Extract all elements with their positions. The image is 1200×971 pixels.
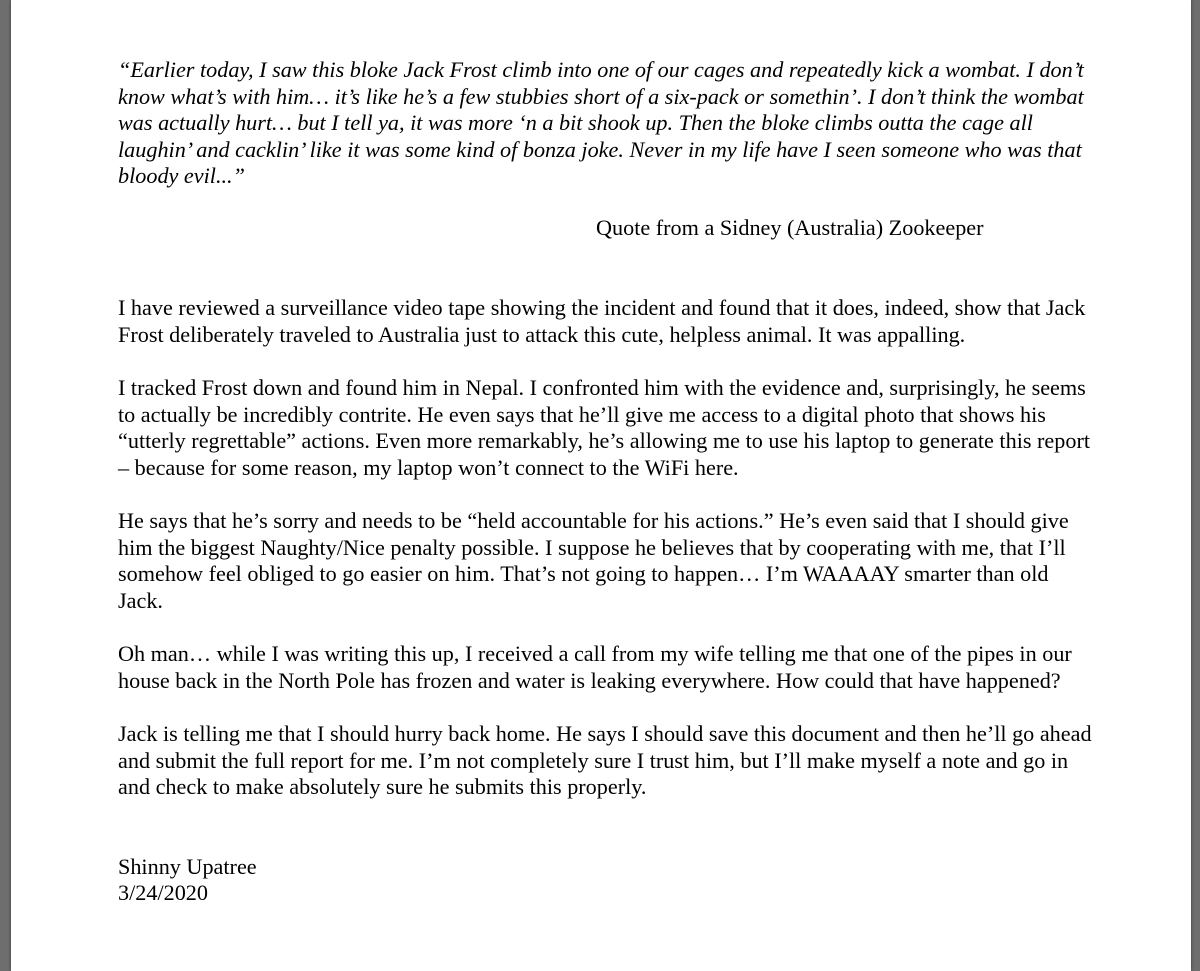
signature-name: Shinny Upatree — [118, 853, 257, 879]
signature-block — [118, 854, 1093, 907]
paragraph-apology: He says that he’s sorry and needs to be “held accountable for his actions.” He’s even said that I should give him the biggest Naughty/Nice penalty possible. I suppose he believes that by cooperating with me, that I’ll somehow feel obliged to go easier on him. That’s not going to happen… I’m WAAAAY smarter than old Jack. — [118, 508, 1069, 613]
document-page — [11, 0, 1191, 971]
paragraph-submit-report: Jack is telling me that I should hurry back home. He says I should save this document and then he’ll go ahead and submit the full report for me. I’m not completely sure I trust him, but I’ll make myself a note and go in and check to make absolutely sure he submits this properly. — [118, 721, 1092, 799]
paragraph-frozen-pipes: Oh man… while I was writing this up, I received a call from my wife telling me that one of the pipes in our house back in the North Pole has frozen and water is leaking everywhere. How could that have happened? — [118, 641, 1072, 693]
paragraph-surveillance: I have reviewed a surveillance video tape showing the incident and found that it does, indeed, show that Jack Frost deliberately traveled to Australia just to attack this cute, helpless animal. It was appalling. — [118, 295, 1086, 347]
paragraph-nepal: I tracked Frost down and found him in Nepal. I confronted him with the evidence and, surprisingly, he seems to actually be incredibly contrite. He even says that he’ll give me access to a digital photo that shows his “utterly regrettable” actions. Even more remarkably, he’s allowing me to use his laptop to generate this report – because for some reason, my laptop won’t connect to the WiFi here. — [118, 375, 1091, 480]
quote-attribution: Quote from a Sidney (Australia) Zookeeper — [596, 214, 984, 240]
signature-date: 3/24/2020 — [118, 880, 208, 905]
zookeeper-quote: “Earlier today, I saw this bloke Jack Frost climb into one of our cages and repeatedly kick a wombat. I don’t know what’s with him… it’s like he’s a few stubbies short of a six-pack or somethin’. I don’t think the wombat was actually hurt… but I tell ya, it was more ‘n a bit shook up. Then the bloke climbs outta the cage all laughin’ and cacklin’ like it was some kind of bonza joke. Never in my life have I seen someone who was that bloody evil...” — [118, 57, 1084, 188]
document-body — [118, 57, 1093, 907]
